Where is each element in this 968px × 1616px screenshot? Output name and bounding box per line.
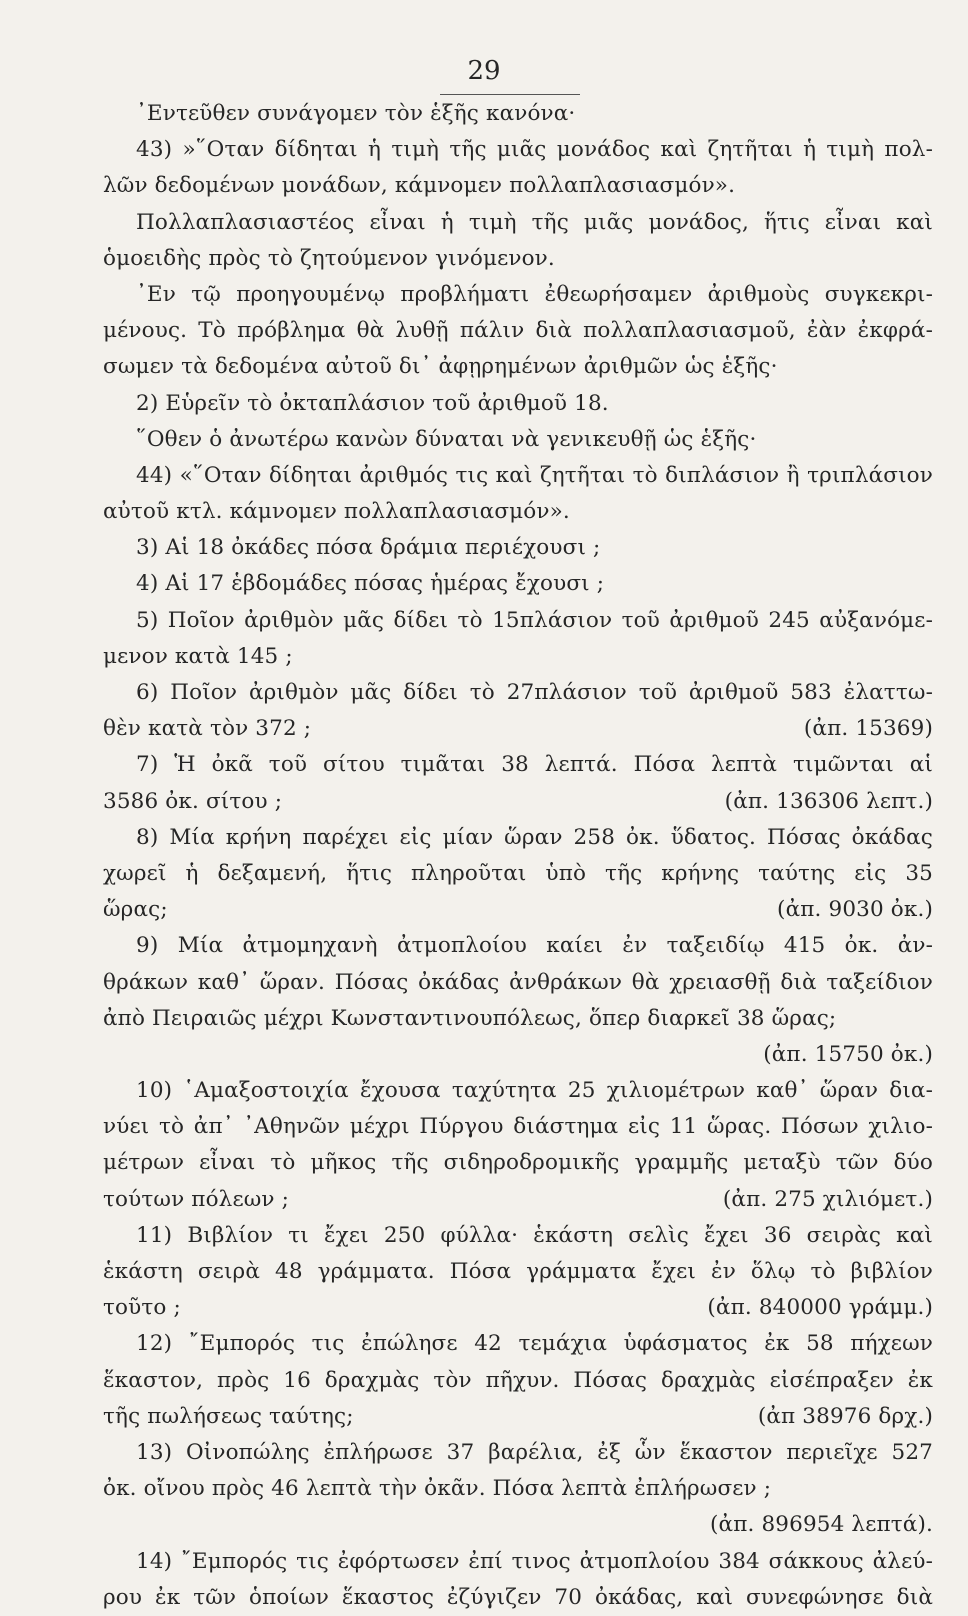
line-text: θὲν κατὰ τὸν 372 ;	[103, 716, 312, 742]
text-line	[103, 386, 933, 422]
line-text: 43) »῞Οταν δίδηται ἡ τιμὴ τῆς μιᾶς μονάδος καὶ ζητῆται ἡ τιμὴ πολ-	[136, 137, 933, 163]
text-line	[103, 1580, 933, 1616]
line-text: 5) Ποῖον ἀριθμὸν μᾶς δίδει τὸ 15πλάσιον τοῦ ἀριθμοῦ 245 αὐξανόμε-	[136, 607, 933, 633]
line-text: 11) Βιβλίον τι ἔχει 250 φύλλα· ἑκάστη σελὶς ἔχει 36 σειρὰς καὶ	[136, 1222, 933, 1248]
text-line	[103, 603, 933, 639]
answer-text: (ἀπ. 896954 λεπτά).	[710, 1512, 933, 1538]
text-line	[103, 856, 933, 892]
text-line	[103, 313, 933, 349]
line-text: ῞Οθεν ὁ ἀνωτέρω κανὼν δύναται νὰ γενικευθῇ ὡς ἑξῆς·	[136, 426, 757, 452]
line-text: 10) ῾Αμαξοστοιχία ἔχουσα ταχύτητα 25 χιλιομέτρων καθ᾿ ὥραν δια-	[136, 1078, 933, 1104]
text-line	[103, 1435, 933, 1471]
line-text: 12) ῎Εμπορός τις ἐπώλησε 42 τεμάχια ὑφάσματος ἐκ 58 πήχεων	[136, 1331, 933, 1357]
line-text: τῆς πωλήσεως ταύτης;	[103, 1403, 354, 1429]
text-line	[103, 639, 933, 675]
text-line	[103, 277, 933, 313]
text-line	[103, 1218, 933, 1254]
line-text: 44) «῞Οταν δίδηται ἀριθμός τις καὶ ζητῆται τὸ διπλάσιον ἢ τριπλάσιον	[136, 462, 933, 488]
line-text: νύει τὸ ἀπ᾿ ᾿Αθηνῶν μέχρι Πύργου διάστημα εἰς 11 ὥρας. Πόσων χιλιο-	[103, 1114, 933, 1140]
answer-text: (ἀπ. 15369)	[803, 716, 933, 742]
line-text: 3586 ὀκ. σίτου ;	[103, 788, 283, 814]
answer-text: (ἀπ. 15750 ὀκ.)	[763, 1041, 933, 1067]
text-line	[103, 494, 933, 530]
line-text: 8) Μία κρήνη παρέχει εἰς μίαν ὥραν 258 ὀκ. ὕδατος. Πόσας ὀκάδας	[136, 824, 933, 850]
line-text: μενον κατὰ 145 ;	[103, 643, 293, 669]
line-text: μέτρων εἶναι τὸ μῆκος τῆς σιδηροδρομικῆς γραμμῆς μεταξὺ τῶν δύο	[103, 1150, 933, 1176]
text-line	[103, 458, 933, 494]
line-text: ὀκ. οἴνου πρὸς 46 λεπτὰ τὴν ὀκᾶν. Πόσα λεπτὰ ἐπλήρωσεν ;	[103, 1476, 772, 1502]
text-line	[103, 96, 933, 132]
text-line	[103, 928, 933, 964]
text-line	[103, 892, 933, 928]
text-line	[103, 566, 933, 602]
line-text: 3) Αἱ 18 ὀκάδες πόσα δράμια περιέχουσι ;	[136, 535, 601, 561]
text-line	[103, 349, 933, 385]
text-line	[103, 1326, 933, 1362]
text-line	[103, 1037, 933, 1073]
text-line	[103, 1254, 933, 1290]
line-text: ἀπὸ Πειραιῶς μέχρι Κωνσταντινουπόλεως, ὅπερ διαρκεῖ 38 ὥρας;	[103, 1005, 837, 1031]
text-line	[103, 1507, 933, 1543]
line-text: χωρεῖ ἡ δεξαμενή, ἥτις πληροῦται ὑπὸ τῆς κρήνης ταύτης εἰς 35	[103, 860, 933, 886]
text-line	[103, 747, 933, 783]
text-line	[103, 241, 933, 277]
line-text: λῶν δεδομένων μονάδων, κάμνομεν πολλαπλασιασμόν».	[103, 173, 736, 199]
line-text: ᾿Εντεῦθεν συνάγομεν τὸν ἑξῆς κανόνα·	[136, 101, 576, 126]
line-text: 7) Ἡ ὀκᾶ τοῦ σίτου τιμᾶται 38 λεπτά. Πόσα λεπτὰ τιμῶνται αἱ	[136, 752, 933, 778]
answer-text: (ἀπ. 840000 γράμμ.)	[707, 1295, 933, 1321]
text-line	[103, 530, 933, 566]
page-number: 29	[467, 56, 501, 86]
text-line	[103, 1290, 933, 1326]
answer-text: (ἀπ 38976 δρχ.)	[757, 1403, 933, 1429]
header-rule	[440, 94, 580, 95]
line-text: ὥρας;	[103, 897, 168, 923]
text-line	[103, 422, 933, 458]
line-text: 9) Μία ἀτμομηχανὴ ἀτμοπλοίου καίει ἐν ταξειδίῳ 415 ὀκ. ἀν-	[136, 933, 933, 959]
line-text: ρου ἐκ τῶν ὁποίων ἕκαστος ἐζύγιζεν 70 ὀκάδας, καὶ συνεφώνησε διὰ	[103, 1584, 933, 1610]
line-text: ἑκάστη σειρὰ 48 γράμματα. Πόσα γράμματα ἔχει ἐν ὅλῳ τὸ βιβλίον	[103, 1259, 933, 1284]
line-text: αὐτοῦ κτλ. κάμνομεν πολλαπλασιασμόν».	[103, 499, 570, 525]
line-text: ὁμοειδὴς πρὸς τὸ ζητούμενον γινόμενον.	[103, 245, 555, 271]
text-line	[103, 1145, 933, 1181]
line-text: θράκων καθ᾿ ὥραν. Πόσας ὀκάδας ἀνθράκων θὰ χρειασθῇ διὰ ταξείδιον	[103, 969, 933, 995]
answer-text: (ἀπ. 136306 λεπτ.)	[724, 788, 933, 814]
line-text: τούτων πόλεων ;	[103, 1186, 290, 1212]
text-line	[103, 132, 933, 168]
answer-text: (ἀπ. 9030 ὀκ.)	[777, 897, 933, 923]
text-line	[103, 1544, 933, 1580]
text-line	[103, 1001, 933, 1037]
text-line	[103, 1073, 933, 1109]
text-line	[103, 1399, 933, 1435]
line-text: 14) ῎Εμπορός τις ἐφόρτωσεν ἐπί τινος ἀτμοπλοίου 384 σάκκους ἀλεύ-	[136, 1548, 933, 1574]
text-line	[103, 675, 933, 711]
line-text: 4) Αἱ 17 ἑβδομάδες πόσας ἡμέρας ἔχουσι ;	[136, 571, 605, 597]
text-line	[103, 711, 933, 747]
line-text: 6) Ποῖον ἀριθμὸν μᾶς δίδει τὸ 27πλάσιον τοῦ ἀριθμοῦ 583 ἐλαττω-	[136, 680, 933, 705]
line-text: Πολλαπλασιαστέος εἶναι ἡ τιμὴ τῆς μιᾶς μονάδος, ἥτις εἶναι καὶ	[136, 209, 933, 235]
line-text: 13) Οἰνοπώλης ἐπλήρωσε 37 βαρέλια, ἐξ ὧν ἕκαστον περιεῖχε 527	[136, 1439, 933, 1465]
text-line	[103, 965, 933, 1001]
line-text: 2) Εὑρεῖν τὸ ὀκταπλάσιον τοῦ ἀριθμοῦ 18.	[136, 390, 609, 416]
line-text: ᾿Εν τῷ προηγουμένῳ προβλήματι ἐθεωρήσαμεν ἀριθμοὺς συγκεκρι-	[136, 281, 933, 307]
text-line	[103, 1363, 933, 1399]
line-text: τοῦτο ;	[103, 1295, 181, 1321]
line-text: σωμεν τὰ δεδομένα αὐτοῦ δι᾿ ἀφῃρημένων ἀριθμῶν ὡς ἑξῆς·	[103, 354, 778, 380]
answer-text: (ἀπ. 275 χιλιόμετ.)	[722, 1186, 933, 1212]
line-text: μένους. Τὸ πρόβλημα θὰ λυθῇ πάλιν διὰ πολλαπλασιασμοῦ, ἐὰν ἐκφρά-	[103, 318, 933, 344]
text-line	[103, 1471, 933, 1507]
text-line	[103, 1109, 933, 1145]
text-line	[103, 1182, 933, 1218]
text-line	[103, 820, 933, 856]
text-line	[103, 168, 933, 204]
text-line	[103, 784, 933, 820]
text-line	[103, 205, 933, 241]
line-text: ἕκαστον, πρὸς 16 δραχμὰς τὸν πῆχυν. Πόσας δραχμὰς εἰσέπραξεν ἐκ	[103, 1367, 933, 1393]
page-body	[103, 96, 933, 1616]
